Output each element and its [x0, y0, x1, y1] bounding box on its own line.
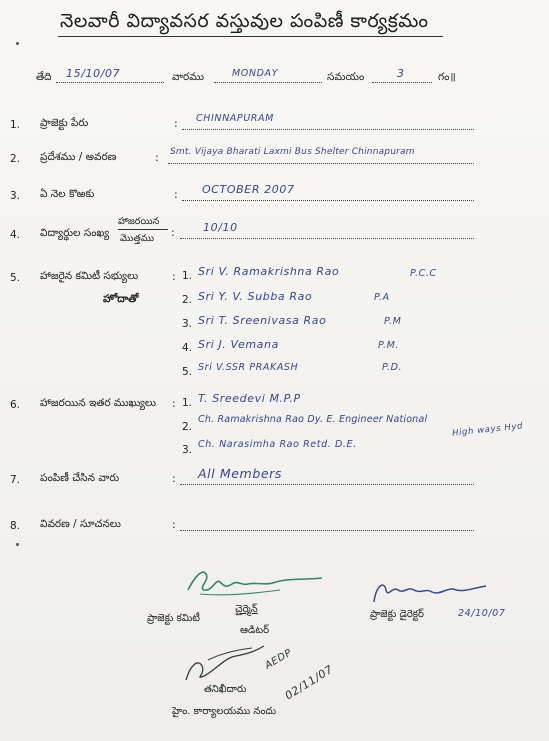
scan-mark — [16, 42, 19, 45]
field-5-colon: : — [172, 270, 176, 283]
other-attendee-2-number: 2. — [182, 421, 193, 433]
other-attendee-1-number: 1. — [182, 397, 193, 409]
committee-member-2-name: Sri Y. V. Subba Rao — [198, 290, 313, 303]
committee-member-4-name: Sri J. Vemana — [198, 338, 279, 351]
committee-member-1-role: P.C.C — [410, 268, 437, 279]
office-label: హైం. కార్యాలయము నందు — [172, 706, 277, 717]
project-director-label: ప్రాజెక్టు డైరెక్టర్ — [370, 609, 424, 620]
committee-member-2-role: P.A — [374, 292, 390, 303]
field-1-value: CHINNAPURAM — [196, 113, 274, 124]
committee-member-4-number: 4. — [182, 342, 193, 354]
inspector-note: AEDP — [263, 647, 295, 672]
time-unit: గం॥ — [438, 71, 456, 83]
field-5-label: హాజరైన కమిటీ సభ్యులు — [40, 270, 139, 282]
project-director-date: 24/10/07 — [458, 608, 506, 619]
field-3-value: OCTOBER 2007 — [202, 183, 295, 196]
committee-member-4-role: P.M. — [378, 340, 400, 351]
day-label: వారము — [172, 71, 204, 83]
field-3-colon: : — [174, 188, 178, 201]
field-1-line — [182, 129, 474, 130]
other-attendee-2: Ch. Ramakrishna Rao Dy. E. Engineer National — [198, 414, 428, 425]
committee-member-1-number: 1. — [182, 270, 193, 282]
field-4-fraction-bar — [118, 229, 168, 230]
field-1-label: ప్రాజెక్టు పేరు — [40, 117, 89, 129]
committee-member-5-name: Sri V.SSR PRAKASH — [198, 362, 299, 373]
field-7-number: 7. — [10, 474, 21, 486]
field-7-value: All Members — [198, 466, 282, 481]
page-title: నెలవారీ విద్యావసర వస్తువుల పంపిణీ కార్యక్రమం — [60, 10, 429, 32]
field-5-sublabel: హోదాతో — [103, 293, 139, 305]
field-5-number: 5. — [10, 272, 21, 284]
field-6-label: హాజరయిన ఇతర ముఖ్యులు — [40, 397, 157, 409]
other-attendee-3: Ch. Narasimha Rao Retd. D.E. — [198, 439, 357, 450]
time-label: సమయం — [327, 71, 365, 83]
field-4-number: 4. — [10, 229, 21, 241]
field-6-number: 6. — [10, 399, 21, 411]
field-8-colon: : — [172, 518, 176, 531]
field-7-label: పంపిణీ చేసిన వారు — [40, 472, 120, 484]
field-4-label-top: హాజరయిన — [118, 216, 160, 227]
time-line — [372, 82, 432, 83]
inspector-signature — [180, 636, 270, 688]
other-attendee-3-number: 3. — [182, 444, 193, 456]
field-8-line — [180, 530, 474, 531]
chairman-signature — [180, 560, 330, 600]
field-3-line — [182, 200, 474, 201]
field-2-colon: : — [155, 151, 159, 164]
project-director-signature — [370, 576, 500, 610]
auditor-label: ఆడిటర్ — [240, 625, 270, 636]
field-7-colon: : — [172, 472, 176, 485]
chairman-label: చైర్మెన్ — [235, 604, 258, 615]
field-2-number: 2. — [10, 153, 21, 165]
committee-member-3-name: Sri T. Sreenivasa Rao — [198, 314, 327, 327]
other-attendee-2-extra: High ways Hyd — [451, 421, 524, 439]
other-attendee-1: T. Sreedevi M.P.P — [198, 392, 301, 405]
inspector-label: తనిఖీదారు — [204, 684, 247, 695]
day-line — [214, 82, 322, 83]
field-4-label-bottom: మొత్తము — [120, 233, 155, 244]
inspector-date: 02/11/07 — [282, 662, 336, 703]
field-3-number: 3. — [10, 190, 21, 202]
field-2-value: Smt. Vijaya Bharati Laxmi Bus Shelter Chinnapuram — [170, 147, 415, 157]
field-3-label: ఏ నెల కొఱకు — [40, 188, 95, 200]
field-6-colon: : — [172, 397, 176, 410]
committee-member-5-role: P.D. — [382, 362, 403, 373]
date-line — [56, 82, 164, 83]
date-value: 15/10/07 — [66, 67, 121, 80]
committee-member-1-name: Sri V. Ramakrishna Rao — [198, 265, 340, 278]
time-value: 3 — [397, 67, 405, 80]
field-4-line — [180, 238, 474, 239]
field-8-label: వివరణ / సూచనలు — [40, 518, 121, 530]
day-value: MONDAY — [232, 68, 278, 79]
field-2-label: ప్రదేశము / అవరణ — [40, 151, 117, 163]
field-7-line — [180, 484, 474, 485]
scan-mark — [16, 543, 19, 546]
field-1-colon: : — [174, 117, 178, 130]
committee-member-3-number: 3. — [182, 318, 193, 330]
field-4-value: 10/10 — [203, 221, 238, 234]
project-committee-label: ప్రాజెక్టు కమిటీ — [147, 613, 200, 624]
field-1-number: 1. — [10, 119, 21, 131]
title-underline — [58, 36, 443, 37]
field-4-label: విద్యార్థుల సంఖ్య — [40, 227, 110, 239]
committee-member-2-number: 2. — [182, 294, 193, 306]
committee-member-3-role: P.M — [384, 316, 402, 327]
field-2-line — [168, 163, 474, 164]
field-8-number: 8. — [10, 520, 21, 532]
field-4-colon: : — [171, 226, 175, 239]
committee-member-5-number: 5. — [182, 366, 193, 378]
date-label: తేది — [36, 71, 52, 83]
